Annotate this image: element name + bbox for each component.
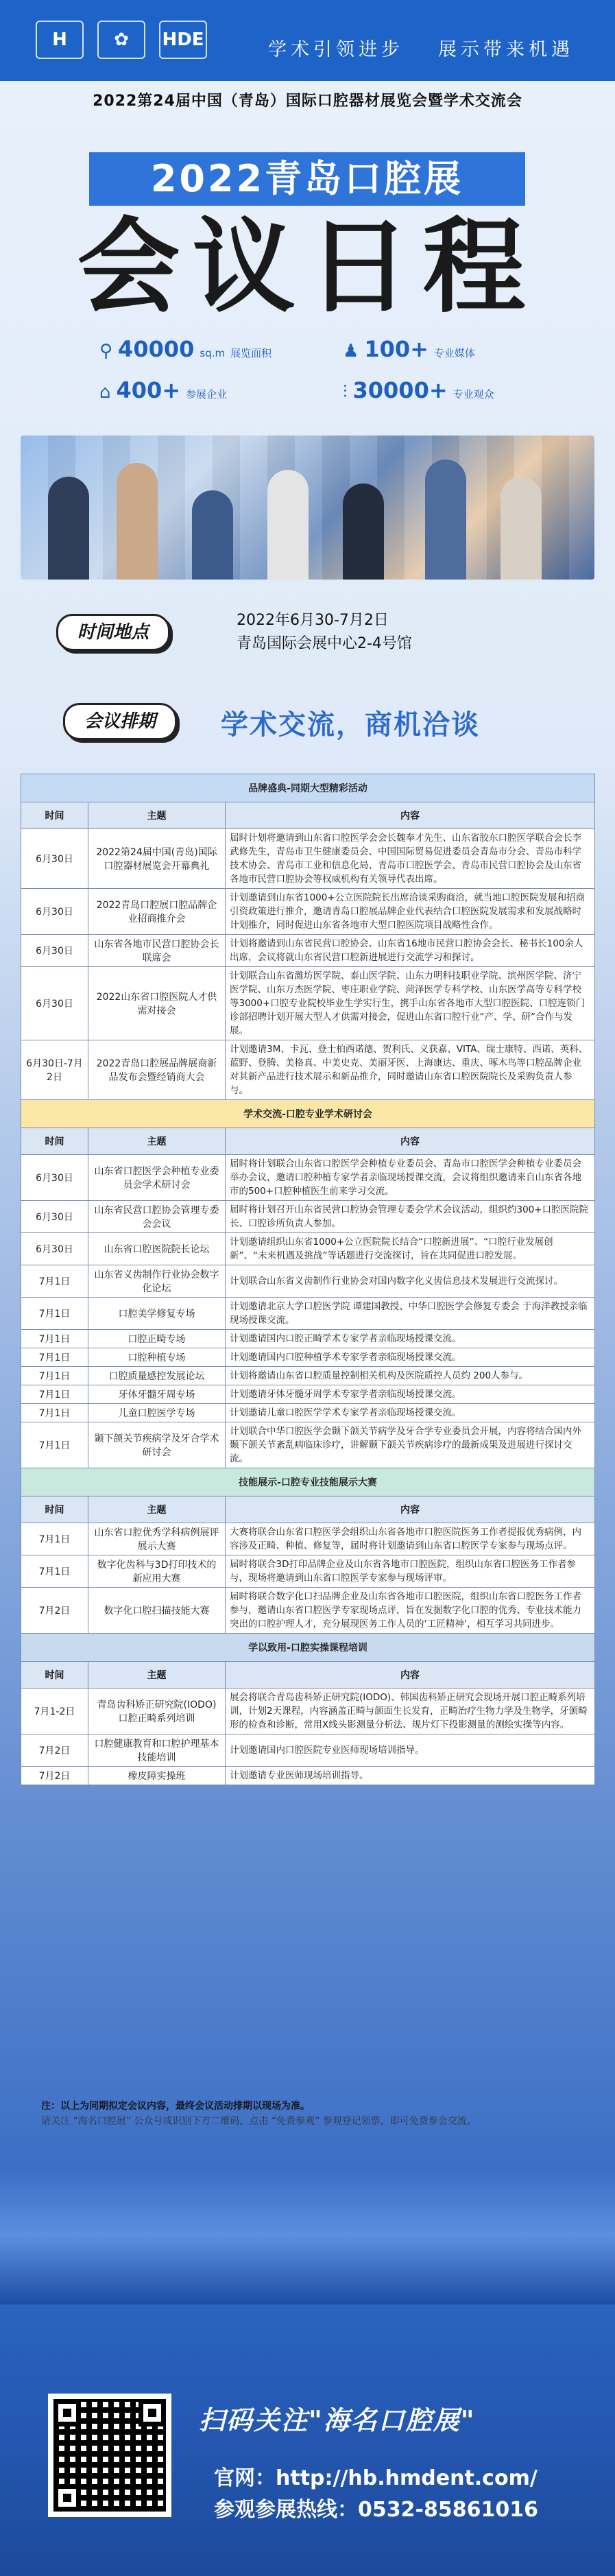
row-topic: 山东省口腔医学会种植专业委员会学术研讨会 (88, 1155, 226, 1201)
table-row (21, 1734, 595, 1767)
logo-group (36, 21, 207, 59)
row-time: 7月1-2日 (21, 1689, 88, 1734)
crowd-figure (425, 460, 466, 580)
crowd-figure (48, 477, 89, 580)
table-row (21, 1588, 595, 1634)
table-row (21, 967, 595, 1040)
row-content: 计划联合中华口腔医学会颞下颌关节病学及牙合学专业委员会开展，内容将结合国内外颞下颌关节紊乱病临床诊疗，讲解颞下颌关节疾病诊疗的最新成果及进展进行探讨交流。 (226, 1422, 595, 1468)
row-topic: 口腔质量感控发展论坛 (88, 1367, 226, 1385)
row-topic: 口腔健康教育和口腔护理基本技能培训 (88, 1734, 226, 1767)
section-header-row (21, 1634, 595, 1662)
row-topic: 山东省各地市民营口腔协会长联席会 (88, 935, 226, 967)
schedule-table (21, 774, 594, 1785)
row-content: 计划联合山东省义齿制作行业协会对国内数字化义齿信息技术发展进行交流探讨。 (226, 1265, 595, 1298)
stat-value: 30000+ (352, 377, 448, 403)
column-header-row (21, 1496, 595, 1523)
section-title: 学术交流-口腔专业学术研讨会 (21, 1100, 595, 1128)
row-topic: 2022青岛口腔展口腔品牌企业招商推介会 (88, 889, 226, 935)
row-time: 7月1日 (21, 1348, 88, 1367)
col-header-content: 内容 (226, 802, 595, 829)
row-time: 7月1日 (21, 1404, 88, 1422)
website-link[interactable]: 官网：http://hb.hmdent.com/ (214, 2466, 538, 2490)
row-topic: 2022第24届中国(青岛)国际口腔器材展览会开幕典礼 (88, 829, 226, 889)
table-row (21, 1201, 595, 1233)
row-content: 届时将联合3D打印品牌企业及山东省各地市口腔医院，组织山东省口腔医务工作者参与，现场将邀请到山东省口腔医学专家参与现场评审。 (226, 1555, 595, 1588)
row-topic: 2022山东省口腔医院人才供需对接会 (88, 967, 226, 1040)
row-time: 7月2日 (21, 1734, 88, 1767)
page-title: 会议日程 (77, 208, 538, 327)
crowd-figure (117, 463, 158, 580)
row-topic: 口腔正畸专场 (88, 1330, 226, 1348)
wave-decoration (0, 2167, 615, 2304)
qr-code[interactable] (48, 2394, 171, 2517)
col-header-topic: 主题 (88, 1128, 226, 1155)
table-row (21, 1689, 595, 1734)
row-time: 7月1日 (21, 1422, 88, 1468)
table-row (21, 1348, 595, 1367)
note-line2: 请关注 “海名口腔展” 公众号或识别下方二维码，点击 “免费参观” 参观登记领票，即可免费参会交流。 (41, 2116, 477, 2127)
row-time: 6月30日 (21, 829, 88, 889)
row-topic: 儿童口腔医学专场 (88, 1404, 226, 1422)
row-topic: 数字化齿科与3D打印技术的新应用大赛 (88, 1555, 226, 1588)
row-content: 届时将计划联合山东省口腔医学会种植专业委员会、青岛市口腔医学会种植专业委员会举办会议，邀请口腔种植专家学者亲临现场授课交流，会议将组织邀请来自山东省各地市的500+口腔种植医生前来学习交流。 (226, 1155, 595, 1201)
row-content: 计划邀请3M、卡瓦、登士柏西诺德、贺利氏、义获嘉、VITA、瑞士康特、西诺、英科、蓝野、登腾、美格真、中美史克、美丽牙医、上海康达、重庆、啄木鸟等口腔品牌企业对其新产品进行技术展示和新品推介，同时邀请山东省口腔医院院长及采购负责人参与。 (226, 1040, 595, 1100)
stat-visitors (343, 377, 494, 403)
row-topic: 山东省义齿制作行业协会数字化论坛 (88, 1265, 226, 1298)
qr-caption: 扫码关注"海名口腔展" (199, 2405, 476, 2435)
row-content: 计划联合山东省潍坊医学院、泰山医学院、山东力明科技职业学院、滨州医学院、济宁医学院、山东万杰医学院、枣庄职业学院、菏泽医学专科学校、山东医学高等专科学校等3000+口腔专业院校毕业生学实行生，携手山东省各地市大型口腔医院、口腔连锁门诊部招聘计划开展大型人才供需对接会，促进山东省口腔行业“产、学、研”合作与发展。 (226, 967, 595, 1040)
crowd-figure (343, 484, 384, 580)
col-header-topic: 主题 (88, 1662, 226, 1689)
row-time: 7月1日 (21, 1555, 88, 1588)
row-content: 计划邀请北京大学口腔医学院 谭建国教授、中华口腔医学会修复专委会 于海洋教授亲临现场授课交流。 (226, 1298, 595, 1330)
table-row (21, 1767, 595, 1785)
row-topic: 2022青岛口腔展品牌展商新品发布会暨经销商大会 (88, 1040, 226, 1100)
col-header-topic: 主题 (88, 1496, 226, 1523)
row-time: 7月1日 (21, 1298, 88, 1330)
row-topic: 山东省民营口腔协会管理专委会会议 (88, 1201, 226, 1233)
logo-hde: HDE (159, 21, 207, 59)
table-row (21, 1233, 595, 1265)
row-content: 届时将计划召开山东省民营口腔协会管理专委会学术会议活动，组织约300+口腔医院院长、口腔诊所负责人参加。 (226, 1201, 595, 1233)
col-header-topic: 主题 (88, 802, 226, 829)
col-header-content: 内容 (226, 1496, 595, 1523)
section-header-row (21, 1100, 595, 1128)
table-row (21, 1040, 595, 1100)
event-date: 2022年6月30-7月2日 (237, 612, 389, 629)
row-topic: 颞下颌关节疾病学及牙合学术研讨会 (88, 1422, 226, 1468)
stat-value: 40000 (118, 336, 195, 362)
table-row (21, 889, 595, 935)
crowd-figure (501, 477, 542, 580)
row-time: 6月30日 (21, 935, 88, 967)
schedule-label: 会议排期 (63, 703, 177, 740)
note (41, 2099, 576, 2129)
home-icon: ⌂ (99, 382, 111, 403)
title-band: 2022青岛口腔展 (89, 152, 525, 206)
section-header-row (21, 774, 595, 802)
col-header-content: 内容 (226, 1128, 595, 1155)
time-place-text (237, 609, 412, 656)
stat-label: 专业观众 (453, 388, 494, 401)
stat-unit: sq.m (200, 347, 226, 359)
table-row (21, 829, 595, 889)
row-time: 6月30日-7月2日 (21, 1040, 88, 1100)
section-title: 品牌盛典-同期大型精彩活动 (21, 774, 595, 802)
schedule-grid (21, 774, 595, 1785)
top-banner (0, 0, 615, 81)
expo-name: 2022第24届中国（青岛）国际口腔器材展览会暨学术交流会 (93, 93, 522, 110)
slogan-academic: 学术交流，商机洽谈 (221, 709, 480, 741)
row-content: 计划邀请国内口腔种植学术专家学者亲临现场授课交流。 (226, 1348, 595, 1367)
people-icon: ⫶ (343, 382, 348, 403)
col-header-time: 时间 (21, 1662, 88, 1689)
table-row (21, 1404, 595, 1422)
section-title: 技能展示-口腔专业技能展示大赛 (21, 1468, 595, 1496)
qr-eye (53, 2399, 81, 2426)
row-time: 6月30日 (21, 967, 88, 1040)
row-time: 7月1日 (21, 1330, 88, 1348)
schedule-body (21, 774, 595, 1785)
table-row (21, 1555, 595, 1588)
row-topic: 山东省口腔医院院长论坛 (88, 1233, 226, 1265)
row-content: 计划邀请国内口腔正畸学术专家学者亲临现场授课交流。 (226, 1330, 595, 1348)
table-row (21, 1523, 595, 1555)
row-topic: 口腔美学修复专场 (88, 1298, 226, 1330)
column-header-row (21, 1128, 595, 1155)
logo-flower-icon: ✿ (97, 21, 145, 59)
row-content: 计划邀请儿童口腔医学学术专家学者亲临现场授课交流。 (226, 1404, 595, 1422)
event-venue: 青岛国际会展中心2-4号馆 (237, 635, 412, 652)
qr-eye (138, 2399, 166, 2426)
qr-pattern (53, 2399, 166, 2512)
stat-value: 100+ (364, 336, 429, 362)
col-header-time: 时间 (21, 1128, 88, 1155)
row-topic: 青岛齿科矫正研究院(IODO)口腔正畸系列培训 (88, 1689, 226, 1734)
table-row (21, 1155, 595, 1201)
row-content: 计划邀请到山东省1000+公立医院院长出席洽谈采购商洽，就当地口腔医院发展和招商引资政策进行推介，邀请青岛口腔展品牌企业代表结合口腔医院发展需求和发展战略时计划推介，同时促进山东省各地市大型口腔医院项目战略性合作。 (226, 889, 595, 935)
logo-h: H (36, 21, 84, 59)
col-header-time: 时间 (21, 802, 88, 829)
row-time: 7月1日 (21, 1523, 88, 1555)
row-time: 6月30日 (21, 889, 88, 935)
row-time: 7月1日 (21, 1385, 88, 1404)
column-header-row (21, 1662, 595, 1689)
row-time: 6月30日 (21, 1155, 88, 1201)
row-content: 计划将邀请山东省口腔质量控制相关机构及医院质控人员约 200人参与。 (226, 1367, 595, 1385)
table-row (21, 1298, 595, 1330)
hotline: 参观参展热线：0532-85861016 (214, 2498, 538, 2522)
row-content: 届时计划将邀请到山东省口腔医学会会长魏奉才先生、山东省胶东口腔医学联合会长李武修先生，青岛市卫生健康委员会、中国国际贸易促进委员会青岛市分会、青岛市科学技术协会、青岛市工业和信息化局、青岛市口腔医学会、青岛市民营口腔协会及山东省各地市民营口腔协会等权威机构有关领导代表出席。 (226, 829, 595, 889)
qr-eye (53, 2484, 81, 2512)
crowd-figure (192, 490, 233, 580)
location-icon: ⚲ (99, 341, 113, 361)
row-time: 7月1日 (21, 1367, 88, 1385)
row-content: 计划邀请专业医师现场培训指导。 (226, 1767, 595, 1785)
row-content: 届时将联合数字化口扫品牌企业及山东省各地市口腔医院，组织山东省口腔医务工作者参与，邀请山东省口腔医学专家现场点评，旨在发掘数字化口腔的优秀、专业技术能力突出的口腔护理人才，充分展现医务工作人员的‘工匠精神’，相互学习共同进步。 (226, 1588, 595, 1634)
table-row (21, 935, 595, 967)
row-content: 计划邀请组织山东省1000+公立医院院长结合“口腔新进展”、“口腔行业发展创新”、“未来机遇及挑战”等话题进行交流探讨，旨在共同促进口腔发展。 (226, 1233, 595, 1265)
row-topic: 山东省口腔优秀学科病例展评展示大赛 (88, 1523, 226, 1555)
row-content: 展会将联合青岛齿科矫正研究院(IODO)、韩国齿科矫正研究会现场开展口腔正畸系列培训，计划2天课程，内容涵盖正畸与颌面生长发育，正畸治疗生物力学及生物学，牙颌畸形的检查和诊断，常用X线头影测量分析法、规片灯下投影测量的测绘实操等内容。 (226, 1689, 595, 1734)
slogan-right: 展示带来机遇 (438, 39, 574, 60)
stat-area (99, 336, 272, 362)
stat-media (343, 336, 475, 362)
column-header-row (21, 802, 595, 829)
table-row (21, 1330, 595, 1348)
table-row (21, 1422, 595, 1468)
stat-value: 400+ (116, 377, 181, 403)
col-header-time: 时间 (21, 1496, 88, 1523)
row-topic: 数字化口腔扫描技能大赛 (88, 1588, 226, 1634)
stat-exhibitors (99, 377, 227, 403)
row-topic: 牙体牙髓牙周专场 (88, 1385, 226, 1404)
row-content: 计划邀请牙体牙髓牙周学术专家学者亲临现场授课交流。 (226, 1385, 595, 1404)
expo-photo (21, 436, 594, 580)
top-slogan (268, 34, 574, 61)
stat-label: 专业媒体 (433, 347, 475, 359)
stat-label: 展览面积 (230, 347, 272, 359)
table-row (21, 1385, 595, 1404)
slogan-left: 学术引领进步 (268, 39, 404, 60)
person-icon: ♟ (343, 341, 359, 361)
row-topic: 口腔种植专场 (88, 1348, 226, 1367)
section-title: 学以致用-口腔实操课程培训 (21, 1634, 595, 1662)
section-header-row (21, 1468, 595, 1496)
crowd-figure (267, 470, 309, 580)
row-time: 7月2日 (21, 1588, 88, 1634)
col-header-content: 内容 (226, 1662, 595, 1689)
row-content: 大赛将联合山东省口腔医学会组织山东省各地市口腔医院医务工作者提报优秀病例，内容涉及正畸、种植、修复等，届时将计划邀请到山东省口腔医学专家参与现场点评。 (226, 1523, 595, 1555)
row-content: 计划邀请国内口腔医院专业医师现场培训指导。 (226, 1734, 595, 1767)
row-time: 6月30日 (21, 1201, 88, 1233)
row-time: 6月30日 (21, 1233, 88, 1265)
row-time: 7月1日 (21, 1265, 88, 1298)
row-content: 计划将邀请到山东省民营口腔协会、山东省16地市民营口腔协会会长、秘书长100余人出席，会议将就山东省民营口腔新进展进行交流学习和探讨。 (226, 935, 595, 967)
row-time: 7月2日 (21, 1767, 88, 1785)
table-row (21, 1367, 595, 1385)
table-row (21, 1265, 595, 1298)
time-place-label: 时间地点 (56, 614, 170, 651)
note-line1: 注：以上为同期拟定会议内容，最终会议活动排期以现场为准。 (41, 2101, 310, 2112)
row-topic: 橡皮障实操班 (88, 1767, 226, 1785)
stat-label: 参展企业 (186, 388, 228, 401)
